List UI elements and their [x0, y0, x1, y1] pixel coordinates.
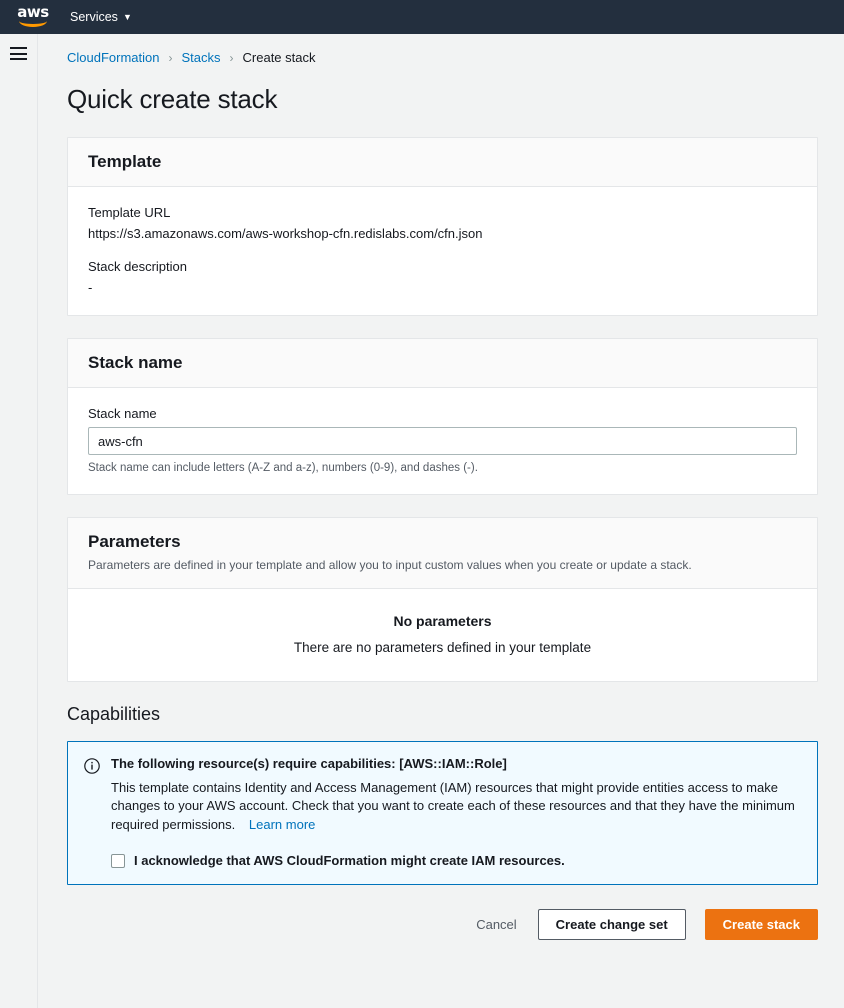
capabilities-heading: Capabilities — [67, 703, 161, 724]
parameters-card-subtitle: Parameters are defined in your template and allow you to input custom values when you create or update a stack. — [88, 558, 692, 572]
breadcrumb-separator-icon: › — [168, 50, 173, 65]
template-card — [67, 137, 818, 316]
breadcrumb-item-create-stack: Create stack — [242, 50, 316, 65]
template-url-value: https://s3.amazonaws.com/aws-workshop-cfn.redislabs.com/cfn.json — [88, 226, 483, 241]
capabilities-alert-text — [111, 779, 801, 834]
stack-name-input[interactable] — [88, 427, 797, 455]
services-menu-label: Services — [70, 10, 118, 24]
main-content — [38, 34, 844, 1008]
breadcrumb-item-stacks[interactable]: Stacks — [181, 50, 221, 65]
parameters-card-header — [68, 518, 817, 589]
info-icon — [84, 758, 100, 774]
stack-name-field-label: Stack name — [88, 406, 157, 421]
parameters-empty-title: No parameters — [393, 612, 492, 629]
parameters-card-title: Parameters — [88, 532, 181, 551]
stack-description-label: Stack description — [88, 259, 187, 274]
breadcrumb-separator-icon: › — [229, 50, 234, 65]
create-stack-button[interactable]: Create stack — [705, 909, 818, 940]
stack-description-value: - — [88, 280, 93, 295]
hamburger-menu-icon[interactable] — [10, 47, 27, 60]
acknowledge-label[interactable]: I acknowledge that AWS CloudFormation might create IAM resources. — [134, 853, 565, 869]
aws-logo-text: aws — [17, 3, 49, 21]
parameters-empty-description: There are no parameters defined in your template — [293, 639, 592, 655]
stack-name-hint: Stack name can include letters (A-Z and a-z), numbers (0-9), and dashes (-). — [88, 462, 478, 474]
page-body — [0, 34, 844, 1008]
aws-logo[interactable] — [14, 3, 52, 28]
parameters-card — [67, 517, 818, 682]
parameters-empty-state — [68, 589, 817, 681]
page-title: Quick create stack — [67, 84, 278, 114]
capabilities-alert-paragraph: This template contains Identity and Access Management (IAM) resources that might provide entities access to make changes to your AWS account. Check that you want to create each of these resources and that they have the minimum required permissions. — [111, 779, 795, 832]
acknowledge-row — [111, 853, 801, 868]
template-card-header — [68, 138, 817, 187]
breadcrumb-item-cloudformation[interactable]: CloudFormation — [67, 50, 160, 65]
left-rail — [0, 34, 38, 1008]
capabilities-alert — [67, 741, 818, 885]
stack-name-card-body — [68, 388, 817, 494]
template-card-body — [68, 187, 817, 315]
learn-more-link[interactable]: Learn more — [248, 816, 316, 832]
breadcrumb — [67, 50, 818, 65]
template-card-title: Template — [88, 152, 162, 171]
acknowledge-checkbox[interactable] — [111, 854, 125, 868]
top-navigation-bar — [0, 0, 844, 34]
capabilities-alert-title: The following resource(s) require capabilities: [AWS::IAM::Role] — [111, 755, 507, 771]
create-change-set-button[interactable]: Create change set — [538, 909, 686, 940]
stack-name-card-header — [68, 339, 817, 388]
cancel-button[interactable]: Cancel — [474, 911, 518, 938]
stack-name-card-title: Stack name — [88, 353, 183, 372]
template-url-label: Template URL — [88, 205, 171, 220]
chevron-down-icon: ▼ — [122, 12, 132, 22]
services-menu[interactable] — [70, 10, 132, 24]
footer-actions — [67, 903, 818, 940]
aws-logo-swoosh — [19, 21, 47, 27]
stack-name-card — [67, 338, 818, 495]
capabilities-alert-body — [111, 756, 801, 868]
